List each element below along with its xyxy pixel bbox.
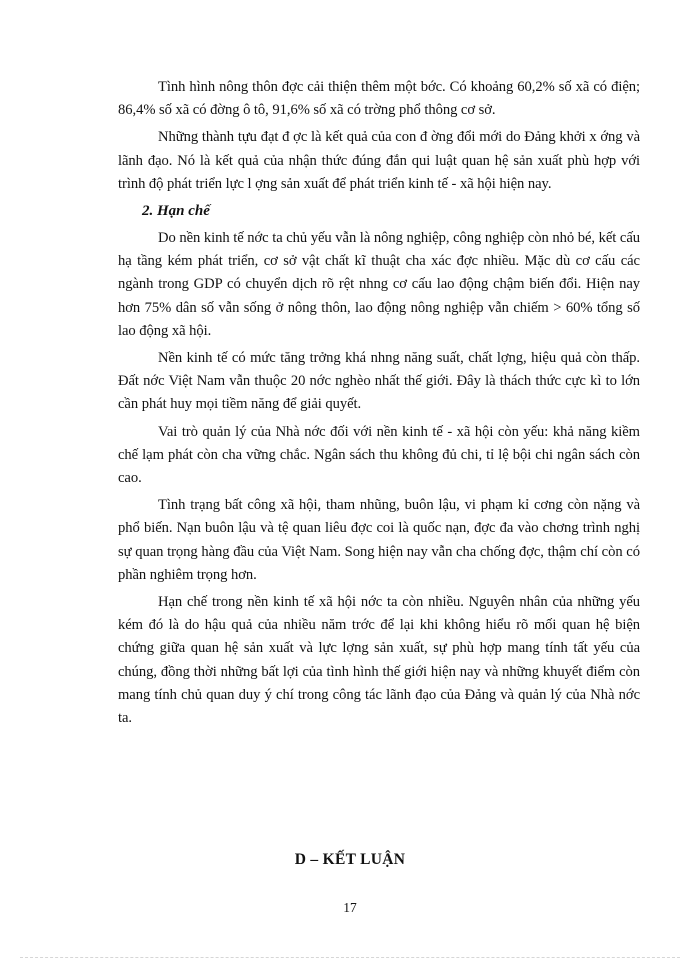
paragraph-causes: Hạn chế trong nền kinh tế xã hội nớc ta còn nhiều. Nguyên nhân của những yếu kém đó là do hậu quả của nhiều năm trớc để lại khi không hiểu rõ mối quan hệ biện chứng giữa quan hệ sản xuất và lực lợng sản xuất, sự phù hợp mang tính tất yếu của chúng, đồng thời những bất lợi của tình hình thế giới hiện nay và những khuyết điểm còn mang tính chủ quan duy ý chí trong công tác lãnh đạo của Đảng và quản lý của Nhà nớc ta. [118,594,640,727]
document-body [118,76,640,734]
paragraph-rural-improvement: Tình hình nông thôn đợc cải thiện thêm một bớc. Có khoảng 60,2% số xã có điện; 86,4% số xã có đờng ô tô, 91,6% số xã có trờng phổ thông cơ sở. [118,79,640,119]
page-number: 17 [343,900,357,915]
page-bottom-divider [20,957,680,958]
paragraph-state-role: Vai trò quản lý của Nhà nớc đối với nền kinh tế - xã hội còn yếu: khả năng kiềm chế lạm phát còn cha vững chắc. Ngân sách thu không đủ chi, tỉ lệ bội chi ngân sách còn cao. [118,423,640,487]
paragraph-growth-efficiency: Nền kinh tế có mức tăng trởng khá nhng năng suất, chất lợng, hiệu quả còn thấp. Đất nớc Việt Nam vẫn thuộc 20 nớc nghèo nhất thế giới. Đây là thách thức cực kì to lớn cần phát huy mọi tiềm năng để giải quyết. [118,350,640,413]
conclusion-title: D – KẾT LUẬN [294,851,406,868]
paragraph-social-injustice: Tình trạng bất công xã hội, tham nhũng, buôn lậu, vi phạm kỉ cơng còn nặng và phổ biến. Nạn buôn lậu và tệ quan liêu đợc coi là quốc nạn, đợc đa vào chơng trình nghị sự quan trọng hàng đầu của Việt Nam. Song hiện nay vẫn cha chống đợc, thậm chí còn có phần nghiêm trọng hơn. [118,497,640,583]
section-heading-limitations: 2. Hạn chế [142,203,210,220]
paragraph-agriculture-economy: Do nền kinh tế nớc ta chủ yếu vẫn là nông nghiệp, công nghiệp còn nhỏ bé, kết cấu hạ tầng kém phát triển, cơ sở vật chất kĩ thuật cha xác đợc nhiều. Mặc dù cơ cấu các ngành trong GDP có chuyển dịch rõ rệt nhng cơ cấu lao động chậm biến đổi. Hiện nay hơn 75% dân số vẫn sống ở nông thôn, lao động nông nghiệp vẫn chiếm > 60% tổng số lao động xã hội. [118,230,640,339]
paragraph-achievements: Những thành tựu đạt đ ợc là kết quả của con đ ờng đổi mới do Đảng khởi x ớng và lãnh đạo. Nó là kết quả của nhận thức đúng đắn qui luật quan hệ sản xuất phù hợp với trình độ phát triển lực l ợng sản xuất để phát triển kinh tế - xã hội hiện nay. [118,129,640,192]
